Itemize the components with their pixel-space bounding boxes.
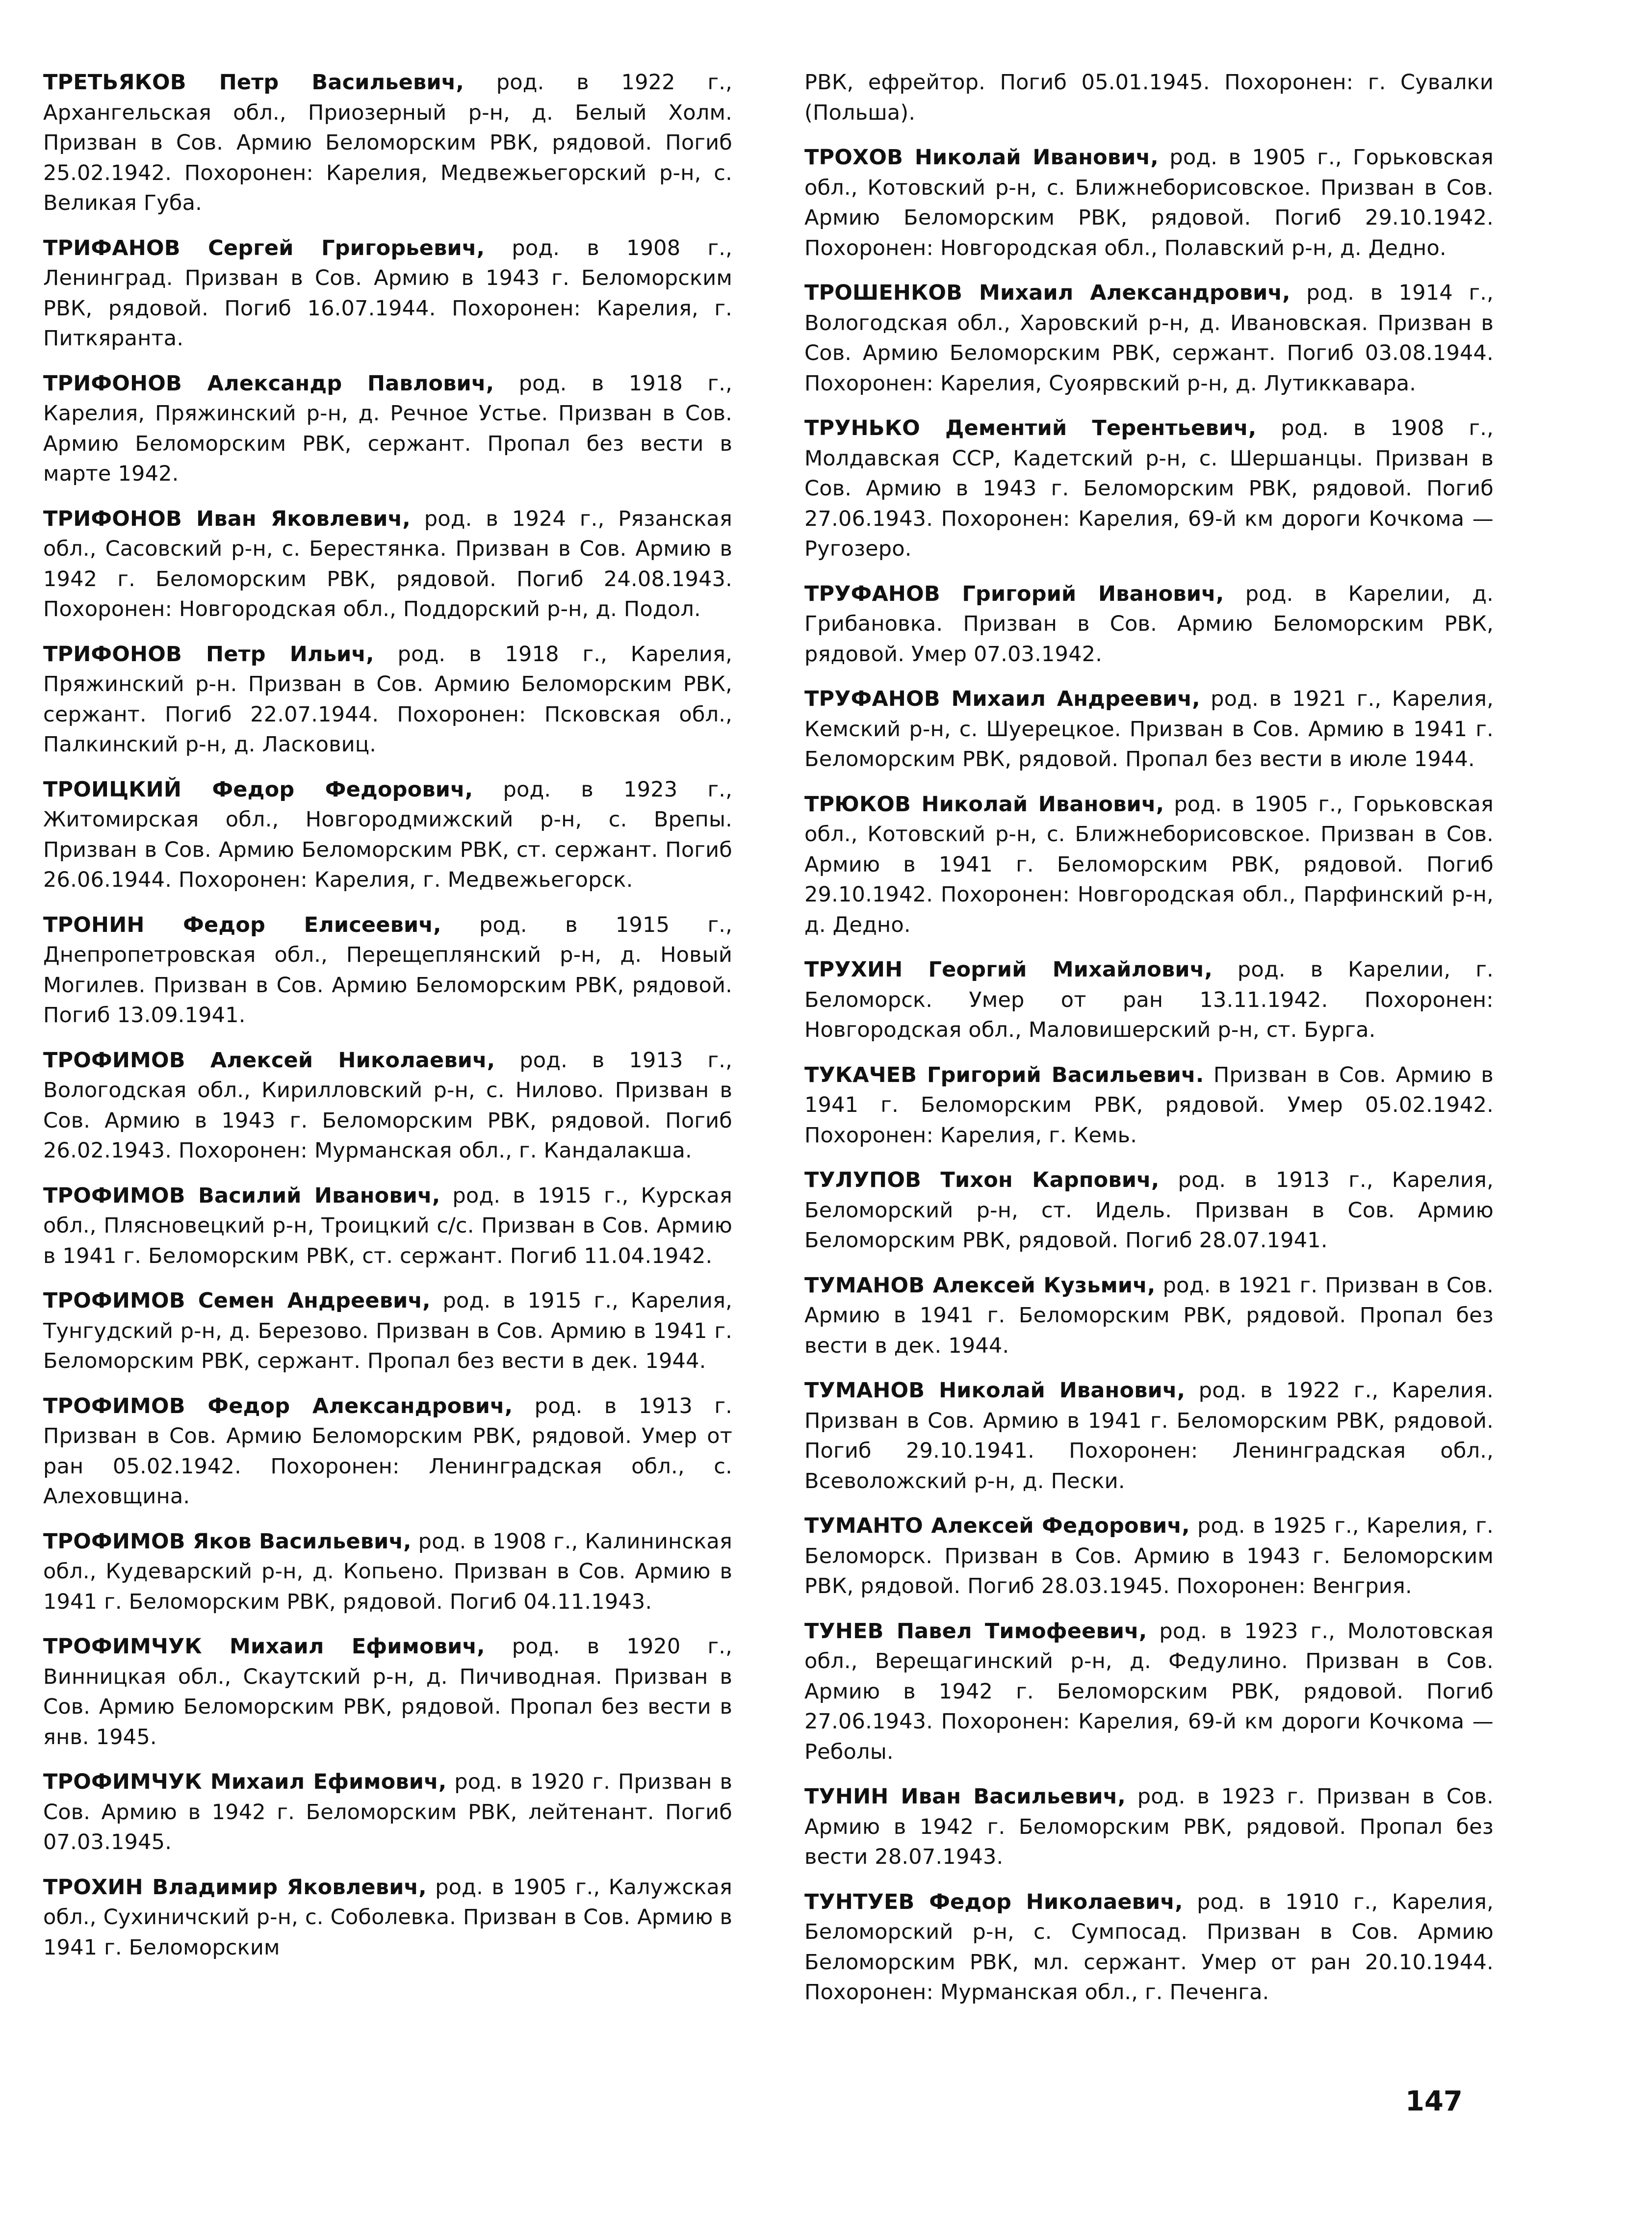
person-name: ТРОФИМОВ Федор Александрович, [43,1393,513,1418]
person-name: ТРОФИМОВ Василий Иванович, [43,1183,440,1208]
entry-text: род. в Карелии, д. Грибановка. Призван в Сов. Армию Беломорским РВК, рядовой. Умер 07.03.1942. [804,581,1494,667]
entry-text: род. в 1925 г., Карелия, г. Беломорск. Призван в Сов. Армию в 1943 г. Беломорским РВК, рядовой. Погиб 28.03.1945. Похоронен: Венгрия. [804,1514,1494,1598]
person-name: ТРОХОВ Николай Иванович, [804,145,1159,170]
biography-entry [804,955,1494,1046]
person-name: ТРУФАНОВ Григорий Иванович, [804,581,1224,606]
person-name: ТРИФАНОВ Сергей Григорьевич, [43,235,485,260]
person-name: ТРИФОНОВ Иван Яковлевич, [43,506,411,531]
biography-entry [43,369,732,489]
entry-text: род. в 1921 г. Призван в Сов. Армию в 1941 г. Беломорским РВК, рядовой. Пропал без вести в дек. 1944. [804,1273,1494,1358]
entry-text: род. в 1908 г., Калининская обл., Кудеварский р-н, д. Копьено. Призван в Сов. Армию в 1941 г. Беломорским РВК, рядовой. Погиб 04.11.1943. [43,1529,732,1614]
entry-text: род. в 1913 г., Вологодская обл., Кирилловский р-н, с. Нилово. Призван в Сов. Армию в 1943 г. Беломорским РВК, рядовой. Погиб 26.02.1943. Похоронен: Мурманская обл., г. Кандалакша. [43,1048,732,1163]
entry-text: род. в 1908 г., Ленинград. Призван в Сов. Армию в 1943 г. Беломорским РВК, рядовой. Погиб 16.07.1944. Похоронен: Карелия, г. Питкяранта. [43,235,732,351]
person-name: ТУМАНОВ Алексей Кузьмич, [804,1273,1156,1298]
biography-entry [804,68,1494,128]
biography-entry [804,1060,1494,1151]
biography-entry [804,1511,1494,1602]
biography-entry [804,1887,1494,2008]
biography-entry [43,504,732,625]
entry-text: род. в 1905 г., Горьковская обл., Котовский р-н, с. Ближнеборисовское. Призван в Сов. Армию в 1941 г. Беломорским РВК, рядовой. Погиб 29.10.1942. Похоронен: Новгородская обл., Парфинский р-н, д. Дедно. [804,792,1494,937]
entry-text: род. в 1908 г., Молдавская ССР, Кадетский р-н, с. Шершанцы. Призван в Сов. Армию в 1943 г. Беломорским РВК, рядовой. Погиб 27.06.1943. Похоронен: Карелия, 69-й км дороги Кочкома — Ругозеро. [804,416,1494,561]
person-name: ТУМАНОВ Николай Иванович, [804,1378,1186,1403]
biography-entry [43,1767,732,1858]
entry-text: род. в 1905 г., Калужская обл., Сухиничский р-н, с. Соболевка. Призван в Сов. Армию в 1941 г. Беломорским [43,1875,732,1960]
entry-text: род. в 1923 г., Житомирская обл., Новгородмижский р-н, с. Врепы. Призван в Сов. Армию Беломорским РВК, ст. сержант. Погиб 26.06.1944. Похоронен: Карелия, г. Медвежьегорск. [43,777,732,892]
person-name: ТУЛУПОВ Тихон Карпович, [804,1168,1160,1192]
biography-entry [804,1376,1494,1496]
biography-entry [43,233,732,354]
entry-text: род. в 1915 г., Днепропетровская обл., Перещеплянский р-н, д. Новый Могилев. Призван в Сов. Армию Беломорским РВК, рядовой. Погиб 13.09.1941. [43,912,732,1028]
person-name: ТРИФОНОВ Петр Ильич, [43,642,374,667]
person-name: ТРУНЬКО Дементий Терентьевич, [804,416,1257,440]
biography-entry [43,640,732,760]
person-name: ТРЮКОВ Николай Иванович, [804,792,1164,817]
entry-text: род. в 1923 г. Призван в Сов. Армию в 1942 г. Беломорским РВК, рядовой. Пропал без вести 28.07.1943. [804,1784,1494,1869]
entry-text: род. в 1922 г., Архангельская обл., Приозерный р-н, д. Белый Холм. Призван в Сов. Армию Беломорским РВК, рядовой. Погиб 25.02.1942. Похоронен: Карелия, Медвежьегорский р-н, с. Великая Губа. [43,70,732,215]
biography-entry [804,413,1494,565]
entry-text: род. в Карелии, г. Беломорск. Умер от ран 13.11.1942. Похоронен: Новгородская обл., Маловишерский р-н, ст. Бурга. [804,957,1494,1042]
entry-text: род. в 1924 г., Рязанская обл., Сасовский р-н, с. Берестянка. Призван в Сов. Армию в 1942 г. Беломорским РВК, рядовой. Погиб 24.08.1943. Похоронен: Новгородская обл., Поддорский р-н, д. Подол. [43,506,732,621]
person-name: ТУКАЧЕВ Григорий Васильевич. [804,1062,1204,1087]
biography-entry [804,790,1494,941]
entry-text: род. в 1918 г., Карелия, Пряжинский р-н. Призван в Сов. Армию Беломорским РВК, сержант. Погиб 22.07.1944. Похоронен: Псковская обл., Палкинский р-н, д. Ласковиц. [43,642,732,757]
entry-text: род. в 1920 г. Призван в Сов. Армию в 1942 г. Беломорским РВК, лейтенант. Погиб 07.03.1945. [43,1770,732,1854]
person-name: ТРИФОНОВ Александр Павлович, [43,371,494,396]
biography-entry [43,1046,732,1166]
person-name: ТРОФИМОВ Яков Васильевич, [43,1529,412,1554]
person-name: ТРОФИМОВ Алексей Николаевич, [43,1048,495,1073]
entry-text: род. в 1913 г. Призван в Сов. Армию Беломорским РВК, рядовой. Умер от ран 05.02.1942. Похоронен: Ленинградская обл., с. Алеховщина. [43,1393,732,1509]
biography-entry [43,68,732,219]
entry-text: Призван в Сов. Армию в 1941 г. Беломорским РВК, рядовой. Умер 05.02.1942. Похоронен: Карелия, г. Кемь. [804,1062,1494,1148]
biography-entry [43,1391,732,1512]
biography-entry [43,1181,732,1272]
biography-entry [804,684,1494,775]
biography-entry [43,1632,732,1752]
entry-text: род. в 1905 г., Горьковская обл., Котовский р-н, с. Ближнеборисовское. Призван в Сов. Армию Беломорским РВК, рядовой. Погиб 29.10.1942. Похоронен: Новгородская обл., Полавский р-н, д. Дедно. [804,145,1494,260]
right-column [804,68,1494,2023]
biography-entry [43,1873,732,1963]
person-name: ТРОФИМОВ Семен Андреевич, [43,1288,431,1313]
entry-text: род. в 1915 г., Карелия, Тунгудский р-н, д. Березово. Призван в Сов. Армию в 1941 г. Беломорским РВК, сержант. Пропал без вести в дек. 1944. [43,1288,733,1373]
entry-text: род. в 1910 г., Карелия, Беломорский р-н, с. Сумпосад. Призван в Сов. Армию Беломорским РВК, мл. сержант. Умер от ран 20.10.1944. Похоронен: Мурманская обл., г. Печенга. [804,1889,1494,2005]
biography-entry [804,579,1494,670]
entry-text: род. в 1913 г., Карелия, Беломорский р-н, ст. Идель. Призван в Сов. Армию Беломорским РВК, рядовой. Погиб 28.07.1941. [804,1168,1494,1253]
person-name: ТУНИН Иван Васильевич, [804,1784,1126,1809]
person-name: ТУНТУЕВ Федор Николаевич, [804,1889,1183,1914]
person-name: ТУНЕВ Павел Тимофеевич, [804,1619,1147,1644]
entry-text: род. в 1922 г., Карелия. Призван в Сов. Армию в 1941 г. Беломорским РВК, рядовой. Погиб 29.10.1941. Похоронен: Ленинградская обл., Всеволожский р-н, д. Пески. [804,1378,1494,1493]
biography-entry [804,143,1494,263]
entry-text: род. в 1921 г., Карелия, Кемский р-н, с. Шуерецкое. Призван в Сов. Армию в 1941 г. Беломорским РВК, рядовой. Пропал без вести в июле 1944. [804,687,1494,772]
biography-entry [43,1286,732,1377]
biography-entry [804,1271,1494,1362]
person-name: ТРУФАНОВ Михаил Андреевич, [804,687,1200,711]
entry-text: род. в 1914 г., Вологодская обл., Харовский р-н, д. Ивановская. Призван в Сов. Армию Беломорским РВК, сержант. Погиб 03.08.1944. Похоронен: Карелия, Суоярвский р-н, д. Лутиккавара. [804,281,1494,396]
entry-text: род. в 1923 г., Молотовская обл., Верещагинский р-н, д. Федулино. Призван в Сов. Армию в 1942 г. Беломорским РВК, рядовой. Погиб 27.06.1943. Похоронен: Карелия, 69-й км дороги Кочкома — Реболы. [804,1619,1494,1764]
biography-entry [43,1527,732,1618]
person-name: ТРОНИН Федор Елисеевич, [43,912,441,937]
page-number: 147 [1405,2085,1463,2117]
biography-entry [43,910,732,1031]
entry-text: род. в 1915 г., Курская обл., Плясновецкий р-н, Троицкий с/с. Призван в Сов. Армию в 1941 г. Беломорским РВК, ст. сержант. Погиб 11.04.1942. [43,1183,732,1268]
biography-entry [43,775,732,896]
biography-entry [804,1617,1494,1768]
person-name: ТРОФИМЧУК Михаил Ефимович, [43,1770,447,1794]
biography-entry [804,1782,1494,1873]
person-name: ТРОИЦКИЙ Федор Федорович, [43,777,473,802]
person-name: ТРОХИН Владимир Яковлевич, [43,1875,427,1900]
person-name: ТУМАНТО Алексей Федорович, [804,1514,1190,1538]
person-name: ТРОФИМЧУК Михаил Ефимович, [43,1634,485,1659]
entry-text: род. в 1920 г., Винницкая обл., Скаутский р-н, д. Пичиводная. Призван в Сов. Армию Беломорским РВК, рядовой. Пропал без вести в янв. 1945. [43,1634,732,1750]
entry-text: род. в 1918 г., Карелия, Пряжинский р-н, д. Речное Устье. Призван в Сов. Армию Беломорским РВК, сержант. Пропал без вести в марте 1942. [43,371,732,486]
left-column [43,68,732,1978]
person-name: ТРОШЕНКОВ Михаил Александрович, [804,281,1291,305]
entry-text: РВК, ефрейтор. Погиб 05.01.1945. Похоронен: г. Сувалки (Польша). [804,70,1494,125]
person-name: ТРУХИН Георгий Михайлович, [804,957,1213,982]
biography-entry [804,1165,1494,1256]
person-name: ТРЕТЬЯКОВ Петр Васильевич, [43,70,465,95]
biography-entry [804,278,1494,399]
